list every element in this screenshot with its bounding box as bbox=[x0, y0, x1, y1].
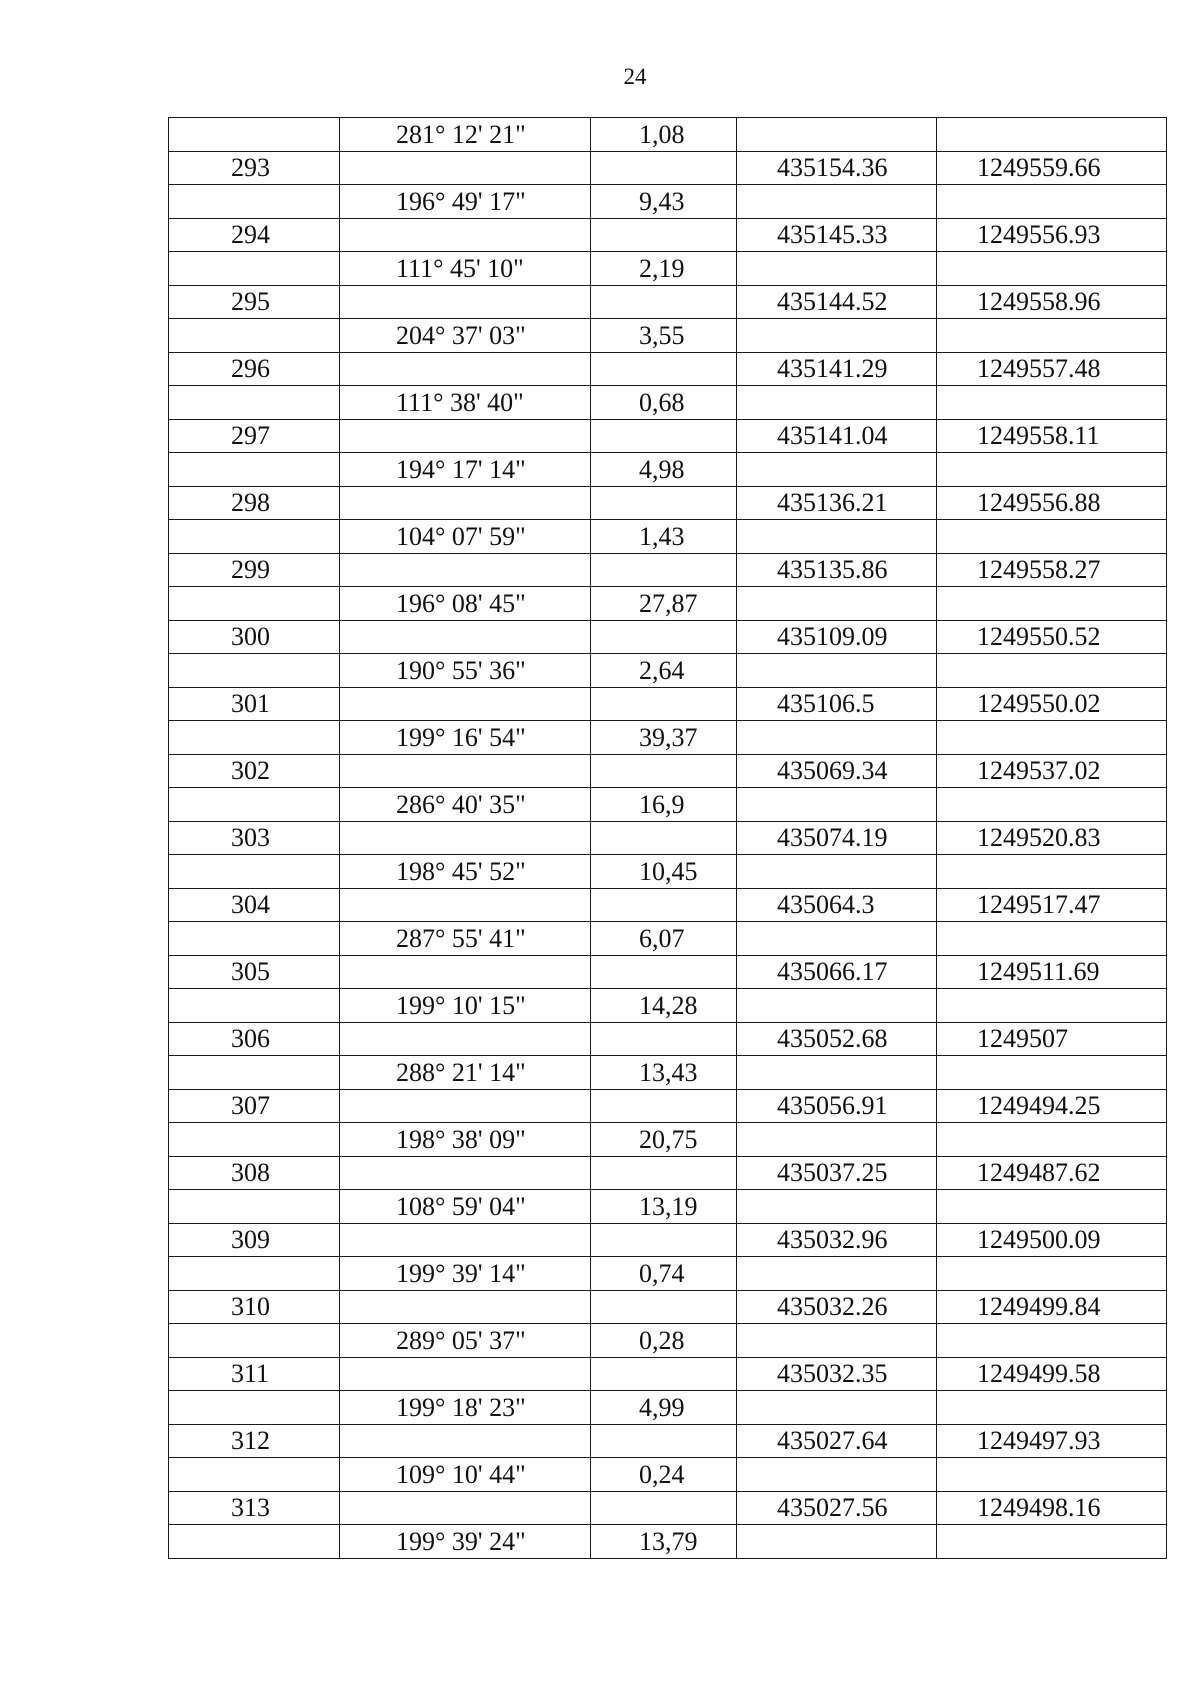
angle-cell: 199° 39' 14" bbox=[340, 1257, 591, 1291]
distance-cell: 0,24 bbox=[591, 1458, 737, 1492]
point-number-cell: 293 bbox=[169, 151, 340, 185]
x-coordinate-cell bbox=[737, 721, 937, 755]
angle-cell: 289° 05' 37" bbox=[340, 1324, 591, 1358]
point-number-cell: 313 bbox=[169, 1491, 340, 1525]
point-number-cell: 310 bbox=[169, 1290, 340, 1324]
distance-cell: 0,28 bbox=[591, 1324, 737, 1358]
y-coordinate-cell bbox=[937, 1458, 1167, 1492]
point-number-cell: 302 bbox=[169, 754, 340, 788]
distance-cell bbox=[591, 352, 737, 386]
point-number-cell bbox=[169, 1391, 340, 1425]
y-coordinate-cell bbox=[937, 319, 1167, 353]
segment-row bbox=[169, 922, 1167, 956]
x-coordinate-cell bbox=[737, 855, 937, 889]
segment-row bbox=[169, 1056, 1167, 1090]
distance-cell bbox=[591, 687, 737, 721]
distance-cell: 13,79 bbox=[591, 1525, 737, 1559]
distance-cell: 13,43 bbox=[591, 1056, 737, 1090]
point-number-cell: 295 bbox=[169, 285, 340, 319]
y-coordinate-cell: 1249497.93 bbox=[937, 1424, 1167, 1458]
point-number-cell bbox=[169, 453, 340, 487]
point-number-cell: 311 bbox=[169, 1357, 340, 1391]
x-coordinate-cell bbox=[737, 453, 937, 487]
angle-cell: 286° 40' 35" bbox=[340, 788, 591, 822]
x-coordinate-cell: 435154.36 bbox=[737, 151, 937, 185]
distance-cell: 16,9 bbox=[591, 788, 737, 822]
point-number-cell bbox=[169, 788, 340, 822]
segment-row bbox=[169, 855, 1167, 889]
x-coordinate-cell: 435032.26 bbox=[737, 1290, 937, 1324]
point-number-cell bbox=[169, 1123, 340, 1157]
point-row bbox=[169, 486, 1167, 520]
angle-cell: 109° 10' 44" bbox=[340, 1458, 591, 1492]
angle-cell bbox=[340, 687, 591, 721]
segment-row bbox=[169, 386, 1167, 420]
x-coordinate-cell bbox=[737, 1123, 937, 1157]
point-number-cell bbox=[169, 922, 340, 956]
angle-cell: 199° 16' 54" bbox=[340, 721, 591, 755]
distance-cell bbox=[591, 821, 737, 855]
angle-cell bbox=[340, 151, 591, 185]
point-number-cell: 303 bbox=[169, 821, 340, 855]
angle-cell bbox=[340, 285, 591, 319]
point-number-cell: 309 bbox=[169, 1223, 340, 1257]
y-coordinate-cell: 1249511.69 bbox=[937, 955, 1167, 989]
distance-cell bbox=[591, 1223, 737, 1257]
y-coordinate-cell: 1249498.16 bbox=[937, 1491, 1167, 1525]
point-number-cell: 296 bbox=[169, 352, 340, 386]
distance-cell bbox=[591, 888, 737, 922]
point-row bbox=[169, 1424, 1167, 1458]
point-number-cell bbox=[169, 989, 340, 1023]
point-row bbox=[169, 821, 1167, 855]
angle-cell: 199° 39' 24" bbox=[340, 1525, 591, 1559]
distance-cell bbox=[591, 486, 737, 520]
y-coordinate-cell: 1249494.25 bbox=[937, 1089, 1167, 1123]
point-number-cell bbox=[169, 520, 340, 554]
x-coordinate-cell: 435066.17 bbox=[737, 955, 937, 989]
y-coordinate-cell: 1249558.11 bbox=[937, 419, 1167, 453]
segment-row bbox=[169, 721, 1167, 755]
angle-cell: 196° 49' 17" bbox=[340, 185, 591, 219]
y-coordinate-cell bbox=[937, 721, 1167, 755]
point-number-cell bbox=[169, 118, 340, 152]
x-coordinate-cell: 435064.3 bbox=[737, 888, 937, 922]
angle-cell bbox=[340, 1089, 591, 1123]
x-coordinate-cell: 435074.19 bbox=[737, 821, 937, 855]
segment-row bbox=[169, 1257, 1167, 1291]
segment-row bbox=[169, 788, 1167, 822]
angle-cell bbox=[340, 1491, 591, 1525]
segment-row bbox=[169, 185, 1167, 219]
x-coordinate-cell bbox=[737, 587, 937, 621]
segment-row bbox=[169, 989, 1167, 1023]
point-number-cell: 306 bbox=[169, 1022, 340, 1056]
point-number-cell bbox=[169, 185, 340, 219]
angle-cell bbox=[340, 1357, 591, 1391]
point-number-cell bbox=[169, 1525, 340, 1559]
distance-cell: 0,68 bbox=[591, 386, 737, 420]
distance-cell: 9,43 bbox=[591, 185, 737, 219]
distance-cell: 20,75 bbox=[591, 1123, 737, 1157]
point-number-cell bbox=[169, 319, 340, 353]
point-number-cell bbox=[169, 1458, 340, 1492]
angle-cell: 199° 18' 23" bbox=[340, 1391, 591, 1425]
x-coordinate-cell: 435027.56 bbox=[737, 1491, 937, 1525]
x-coordinate-cell: 435056.91 bbox=[737, 1089, 937, 1123]
y-coordinate-cell bbox=[937, 1123, 1167, 1157]
segment-row bbox=[169, 520, 1167, 554]
distance-cell bbox=[591, 1156, 737, 1190]
x-coordinate-cell bbox=[737, 989, 937, 1023]
point-number-cell bbox=[169, 587, 340, 621]
point-number-cell bbox=[169, 654, 340, 688]
y-coordinate-cell: 1249556.93 bbox=[937, 218, 1167, 252]
distance-cell: 1,08 bbox=[591, 118, 737, 152]
point-number-cell: 298 bbox=[169, 486, 340, 520]
y-coordinate-cell: 1249517.47 bbox=[937, 888, 1167, 922]
y-coordinate-cell bbox=[937, 788, 1167, 822]
angle-cell bbox=[340, 553, 591, 587]
angle-cell: 204° 37' 03" bbox=[340, 319, 591, 353]
segment-row bbox=[169, 1324, 1167, 1358]
point-row bbox=[169, 218, 1167, 252]
angle-cell: 190° 55' 36" bbox=[340, 654, 591, 688]
point-row bbox=[169, 1089, 1167, 1123]
segment-row bbox=[169, 1525, 1167, 1559]
point-number-cell bbox=[169, 1257, 340, 1291]
distance-cell: 14,28 bbox=[591, 989, 737, 1023]
y-coordinate-cell: 1249558.27 bbox=[937, 553, 1167, 587]
y-coordinate-cell bbox=[937, 386, 1167, 420]
point-number-cell: 305 bbox=[169, 955, 340, 989]
point-number-cell: 312 bbox=[169, 1424, 340, 1458]
point-number-cell: 304 bbox=[169, 888, 340, 922]
y-coordinate-cell: 1249558.96 bbox=[937, 285, 1167, 319]
segment-row bbox=[169, 319, 1167, 353]
angle-cell: 287° 55' 41" bbox=[340, 922, 591, 956]
segment-row bbox=[169, 1391, 1167, 1425]
point-row bbox=[169, 687, 1167, 721]
distance-cell: 27,87 bbox=[591, 587, 737, 621]
angle-cell: 194° 17' 14" bbox=[340, 453, 591, 487]
y-coordinate-cell: 1249559.66 bbox=[937, 151, 1167, 185]
x-coordinate-cell: 435069.34 bbox=[737, 754, 937, 788]
point-number-cell bbox=[169, 252, 340, 286]
x-coordinate-cell bbox=[737, 185, 937, 219]
angle-cell bbox=[340, 888, 591, 922]
y-coordinate-cell bbox=[937, 654, 1167, 688]
angle-cell bbox=[340, 1022, 591, 1056]
y-coordinate-cell bbox=[937, 1056, 1167, 1090]
angle-cell: 104° 07' 59" bbox=[340, 520, 591, 554]
segment-row bbox=[169, 587, 1167, 621]
segment-row bbox=[169, 1458, 1167, 1492]
distance-cell: 2,64 bbox=[591, 654, 737, 688]
point-row bbox=[169, 151, 1167, 185]
segment-row bbox=[169, 654, 1167, 688]
x-coordinate-cell bbox=[737, 1525, 937, 1559]
angle-cell: 198° 45' 52" bbox=[340, 855, 591, 889]
point-row bbox=[169, 1223, 1167, 1257]
x-coordinate-cell bbox=[737, 1257, 937, 1291]
point-row bbox=[169, 419, 1167, 453]
angle-cell bbox=[340, 1424, 591, 1458]
distance-cell bbox=[591, 553, 737, 587]
point-number-cell: 299 bbox=[169, 553, 340, 587]
y-coordinate-cell: 1249499.84 bbox=[937, 1290, 1167, 1324]
angle-cell: 196° 08' 45" bbox=[340, 587, 591, 621]
x-coordinate-cell: 435141.29 bbox=[737, 352, 937, 386]
angle-cell bbox=[340, 821, 591, 855]
distance-cell: 13,19 bbox=[591, 1190, 737, 1224]
angle-cell: 111° 38' 40" bbox=[340, 386, 591, 420]
x-coordinate-cell bbox=[737, 520, 937, 554]
angle-cell: 108° 59' 04" bbox=[340, 1190, 591, 1224]
x-coordinate-cell bbox=[737, 1056, 937, 1090]
point-number-cell bbox=[169, 1324, 340, 1358]
y-coordinate-cell bbox=[937, 1525, 1167, 1559]
x-coordinate-cell bbox=[737, 319, 937, 353]
distance-cell: 39,37 bbox=[591, 721, 737, 755]
angle-cell bbox=[340, 352, 591, 386]
point-row bbox=[169, 620, 1167, 654]
angle-cell bbox=[340, 620, 591, 654]
point-number-cell: 301 bbox=[169, 687, 340, 721]
y-coordinate-cell bbox=[937, 520, 1167, 554]
x-coordinate-cell bbox=[737, 1458, 937, 1492]
point-number-cell: 300 bbox=[169, 620, 340, 654]
angle-cell bbox=[340, 218, 591, 252]
point-number-cell bbox=[169, 386, 340, 420]
distance-cell bbox=[591, 1290, 737, 1324]
distance-cell: 0,74 bbox=[591, 1257, 737, 1291]
point-row bbox=[169, 1357, 1167, 1391]
distance-cell: 6,07 bbox=[591, 922, 737, 956]
x-coordinate-cell: 435027.64 bbox=[737, 1424, 937, 1458]
x-coordinate-cell bbox=[737, 386, 937, 420]
segment-row bbox=[169, 252, 1167, 286]
segment-row bbox=[169, 1190, 1167, 1224]
angle-cell: 288° 21' 14" bbox=[340, 1056, 591, 1090]
x-coordinate-cell: 435109.09 bbox=[737, 620, 937, 654]
angle-cell bbox=[340, 486, 591, 520]
distance-cell bbox=[591, 1357, 737, 1391]
distance-cell: 4,98 bbox=[591, 453, 737, 487]
x-coordinate-cell: 435135.86 bbox=[737, 553, 937, 587]
y-coordinate-cell bbox=[937, 453, 1167, 487]
y-coordinate-cell: 1249550.52 bbox=[937, 620, 1167, 654]
point-row bbox=[169, 1156, 1167, 1190]
distance-cell: 10,45 bbox=[591, 855, 737, 889]
distance-cell bbox=[591, 754, 737, 788]
y-coordinate-cell bbox=[937, 922, 1167, 956]
angle-cell: 199° 10' 15" bbox=[340, 989, 591, 1023]
distance-cell bbox=[591, 1424, 737, 1458]
y-coordinate-cell bbox=[937, 587, 1167, 621]
y-coordinate-cell bbox=[937, 1257, 1167, 1291]
point-number-cell: 308 bbox=[169, 1156, 340, 1190]
y-coordinate-cell: 1249520.83 bbox=[937, 821, 1167, 855]
distance-cell: 4,99 bbox=[591, 1391, 737, 1425]
point-number-cell bbox=[169, 721, 340, 755]
x-coordinate-cell bbox=[737, 654, 937, 688]
x-coordinate-cell: 435052.68 bbox=[737, 1022, 937, 1056]
coordinates-table bbox=[168, 117, 1167, 1559]
y-coordinate-cell bbox=[937, 1391, 1167, 1425]
page-number: 24 bbox=[623, 64, 647, 89]
distance-cell bbox=[591, 620, 737, 654]
point-row bbox=[169, 1290, 1167, 1324]
distance-cell bbox=[591, 151, 737, 185]
y-coordinate-cell bbox=[937, 185, 1167, 219]
y-coordinate-cell: 1249550.02 bbox=[937, 687, 1167, 721]
point-number-cell bbox=[169, 1056, 340, 1090]
y-coordinate-cell: 1249487.62 bbox=[937, 1156, 1167, 1190]
x-coordinate-cell bbox=[737, 1391, 937, 1425]
angle-cell bbox=[340, 1290, 591, 1324]
point-number-cell: 307 bbox=[169, 1089, 340, 1123]
point-number-cell bbox=[169, 1190, 340, 1224]
segment-row bbox=[169, 1123, 1167, 1157]
angle-cell bbox=[340, 1156, 591, 1190]
distance-cell bbox=[591, 218, 737, 252]
angle-cell: 198° 38' 09" bbox=[340, 1123, 591, 1157]
x-coordinate-cell: 435136.21 bbox=[737, 486, 937, 520]
y-coordinate-cell: 1249537.02 bbox=[937, 754, 1167, 788]
angle-cell bbox=[340, 754, 591, 788]
y-coordinate-cell: 1249556.88 bbox=[937, 486, 1167, 520]
y-coordinate-cell bbox=[937, 1190, 1167, 1224]
x-coordinate-cell bbox=[737, 252, 937, 286]
angle-cell bbox=[340, 1223, 591, 1257]
angle-cell bbox=[340, 419, 591, 453]
segment-row bbox=[169, 118, 1167, 152]
x-coordinate-cell bbox=[737, 118, 937, 152]
y-coordinate-cell bbox=[937, 989, 1167, 1023]
x-coordinate-cell: 435032.96 bbox=[737, 1223, 937, 1257]
distance-cell bbox=[591, 1022, 737, 1056]
y-coordinate-cell bbox=[937, 1324, 1167, 1358]
point-row bbox=[169, 955, 1167, 989]
distance-cell bbox=[591, 955, 737, 989]
distance-cell: 1,43 bbox=[591, 520, 737, 554]
x-coordinate-cell: 435144.52 bbox=[737, 285, 937, 319]
point-number-cell: 294 bbox=[169, 218, 340, 252]
distance-cell bbox=[591, 1089, 737, 1123]
x-coordinate-cell: 435145.33 bbox=[737, 218, 937, 252]
distance-cell: 2,19 bbox=[591, 252, 737, 286]
x-coordinate-cell: 435032.35 bbox=[737, 1357, 937, 1391]
point-row bbox=[169, 754, 1167, 788]
point-number-cell bbox=[169, 855, 340, 889]
coordinates-table-container bbox=[168, 117, 1166, 1559]
table-body bbox=[169, 118, 1167, 1559]
angle-cell bbox=[340, 955, 591, 989]
x-coordinate-cell: 435106.5 bbox=[737, 687, 937, 721]
distance-cell bbox=[591, 419, 737, 453]
point-number-cell: 297 bbox=[169, 419, 340, 453]
point-row bbox=[169, 352, 1167, 386]
x-coordinate-cell: 435037.25 bbox=[737, 1156, 937, 1190]
angle-cell: 281° 12' 21" bbox=[340, 118, 591, 152]
point-row bbox=[169, 888, 1167, 922]
y-coordinate-cell bbox=[937, 855, 1167, 889]
point-row bbox=[169, 553, 1167, 587]
y-coordinate-cell: 1249507 bbox=[937, 1022, 1167, 1056]
x-coordinate-cell: 435141.04 bbox=[737, 419, 937, 453]
x-coordinate-cell bbox=[737, 922, 937, 956]
angle-cell: 111° 45' 10" bbox=[340, 252, 591, 286]
point-row bbox=[169, 1022, 1167, 1056]
segment-row bbox=[169, 453, 1167, 487]
point-row bbox=[169, 285, 1167, 319]
x-coordinate-cell bbox=[737, 1190, 937, 1224]
point-row bbox=[169, 1491, 1167, 1525]
x-coordinate-cell bbox=[737, 1324, 937, 1358]
y-coordinate-cell: 1249499.58 bbox=[937, 1357, 1167, 1391]
y-coordinate-cell: 1249557.48 bbox=[937, 352, 1167, 386]
y-coordinate-cell bbox=[937, 252, 1167, 286]
y-coordinate-cell: 1249500.09 bbox=[937, 1223, 1167, 1257]
distance-cell bbox=[591, 1491, 737, 1525]
y-coordinate-cell bbox=[937, 118, 1167, 152]
distance-cell bbox=[591, 285, 737, 319]
x-coordinate-cell bbox=[737, 788, 937, 822]
distance-cell: 3,55 bbox=[591, 319, 737, 353]
